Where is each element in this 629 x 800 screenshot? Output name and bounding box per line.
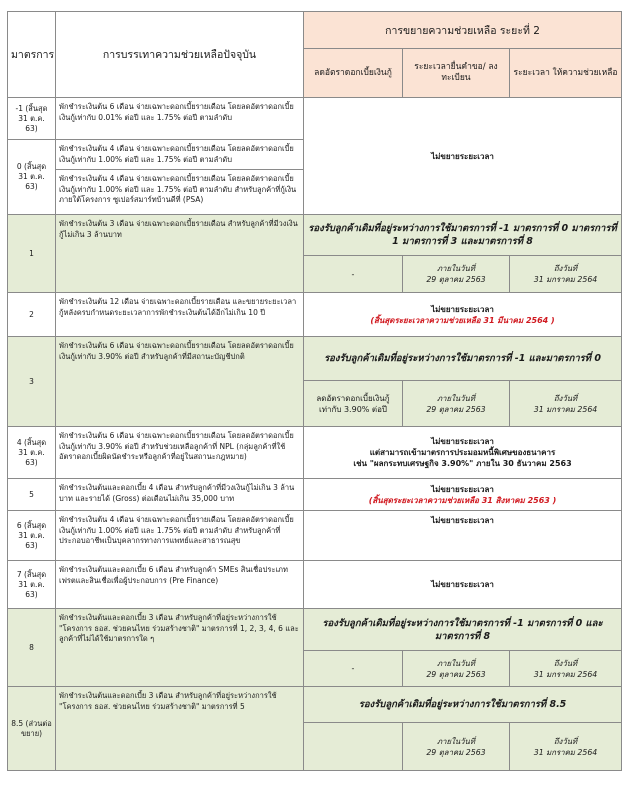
header-apply-period: ระยะเวลายื่นคำขอ/ ลงทะเบียน — [403, 49, 510, 98]
rate-measure-8: - — [304, 651, 403, 687]
period-measure-8-5 — [510, 723, 622, 771]
apply-label: ภายในวันที่ — [436, 658, 476, 668]
assistance-measures-table-page — [7, 11, 621, 771]
period-label: ถึงวันที่ — [553, 736, 578, 746]
measure-id-5: 5 — [8, 479, 56, 511]
header-measure: มาตรการ — [8, 12, 56, 98]
measure-id-8-5: 8.5 (ส่วนต่อขยาย) — [8, 687, 56, 771]
apply-date: 29 ตุลาคม 2563 — [426, 275, 486, 284]
measure-desc-8: พักชำระเงินต้นและดอกเบี้ย 3 เดือน สำหรับลูกค้าที่อยู่ระหว่างการใช้ "โครงการ ธอส. ช่วยคนไทย ร่วมสร้างชาติ" มาตรการที่ 1, 2, 3, 4, 6 และลูกค้าที่ไม่ได้ใช้มาตรการใด ๆ — [56, 609, 304, 687]
period-label: ถึงวันที่ — [553, 393, 578, 403]
rate-measure-8-5 — [304, 723, 403, 771]
apply-measure-8-5 — [403, 723, 510, 771]
no-extension-text: ไม่ขยายระยะเวลา — [431, 484, 494, 494]
measure-id-2: 2 — [8, 293, 56, 337]
period-measure-3 — [510, 381, 622, 427]
special-restructure-example: เช่น "ผลกระทบเศรษฐกิจ 3.90%" ภายใน 30 ธันวาคม 2563 — [353, 459, 572, 468]
no-extension-text: ไม่ขยายระยะเวลา — [431, 437, 494, 446]
no-extension-6: ไม่ขยายระยะเวลา — [304, 511, 622, 561]
banner-measure-1: รองรับลูกค้าเดิมที่อยู่ระหว่างการใช้มาตรการที่ -1 มาตรการที่ 0 มาตรการที่ 1 มาตรการที่ 3 และมาตรการที่ 8 — [304, 215, 622, 256]
apply-label: ภายในวันที่ — [436, 264, 476, 273]
measure-id-1: 1 — [8, 215, 56, 293]
apply-measure-8 — [403, 651, 510, 687]
no-extension-text: ไม่ขยายระยะเวลา — [431, 304, 494, 314]
period-date: 31 มกราคม 2564 — [533, 275, 598, 284]
measure-id-7: 7 (สิ้นสุด 31 ต.ค. 63) — [8, 561, 56, 609]
period-date: 31 มกราคม 2564 — [533, 669, 598, 679]
measure-id-4: 4 (สิ้นสุด 31 ต.ค. 63) — [8, 427, 56, 479]
measure-desc-6: พักชำระเงินต้น 4 เดือน จ่ายเฉพาะดอกเบี้ยรายเดือน โดยลดอัตราดอกเบี้ยเงินกู้เท่ากับ 1.00% ต่อปี และ 1.75% ต่อปี ตามลำดับ สำหรับลูกค้าที่ประกอบอาชีพเป็นบุคลากรทางการแพทย์และสาธารณสุข — [56, 511, 304, 561]
end-date-note: (สิ้นสุดระยะเวลาความช่วยเหลือ 31 มีนาคม 2564 ) — [370, 315, 555, 325]
measure-desc-3: พักชำระเงินต้น 6 เดือน จ่ายเฉพาะดอกเบี้ยรายเดือน โดยลดอัตราดอกเบี้ยเงินกู้เท่ากับ 3.90% ต่อปี สำหรับลูกค้าที่มีสถานะบัญชีปกติ — [56, 337, 304, 427]
measure-desc-1: พักชำระเงินต้น 3 เดือน จ่ายเฉพาะดอกเบี้ยรายเดือน สำหรับลูกค้าที่มีวงเงินกู้ไม่เกิน 3 ล้านบาท — [56, 215, 304, 293]
measure-id-8: 8 — [8, 609, 56, 687]
apply-measure-1 — [403, 256, 510, 293]
measure-desc-7: พักชำระเงินต้นและดอกเบี้ย 6 เดือน สำหรับลูกค้า SMEs สินเชื่อประเภทเฟรตและสินเชื่อเพื่อผู้ประกอบการ (Pre Finance) — [56, 561, 304, 609]
period-label: ถึงวันที่ — [553, 264, 578, 273]
extension-status-5 — [304, 479, 622, 511]
apply-measure-3 — [403, 381, 510, 427]
measure-desc-8-5: พักชำระเงินต้นและดอกเบี้ย 3 เดือน สำหรับลูกค้าที่อยู่ระหว่างการใช้ "โครงการ ธอส. ช่วยคนไทย ร่วมสร้างชาติ" มาตรการที่ 5 — [56, 687, 304, 771]
extension-status-4 — [304, 427, 622, 479]
extension-status-2 — [304, 293, 622, 337]
measure-desc-4: พักชำระเงินต้น 6 เดือน จ่ายเฉพาะดอกเบี้ยรายเดือน โดยลดอัตราดอกเบี้ยเงินกู้เท่ากับ 3.90% ต่อปี สำหรับช่วยเหลือลูกค้าที่ NPL (กลุ่มลูกค้าที่ใช้อัตราดอกเบี้ยผิดนัดชำระหรือลูกค้าที่อยู่ในสถานะกฎหมาย) — [56, 427, 304, 479]
rate-measure-3: ลดอัตราดอกเบี้ยเงินกู้เท่ากับ 3.90% ต่อปี — [304, 381, 403, 427]
period-measure-1 — [510, 256, 622, 293]
period-date: 31 มกราคม 2564 — [533, 404, 598, 414]
period-date: 31 มกราคม 2564 — [533, 747, 598, 757]
header-phase2-extension: การขยายความช่วยเหลือ ระยะที่ 2 — [304, 12, 622, 49]
banner-measure-8: รองรับลูกค้าเดิมที่อยู่ระหว่างการใช้มาตรการที่ -1 มาตรการที่ 0 และมาตรการที่ 8 — [304, 609, 622, 651]
measure-desc-0-psa: พักชำระเงินต้น 4 เดือน จ่ายเฉพาะดอกเบี้ยรายเดือน โดยลดอัตราดอกเบี้ยเงินกู้เท่ากับ 1.00% ต่อปี และ 1.75% ต่อปี ตามลำดับ สำหรับลูกค้าที่กู้เงินภายใต้โครงการ ซูเปอร์สมาร์ทบ้านดีที่ (PSA) — [56, 170, 304, 215]
rate-measure-1: - — [304, 256, 403, 293]
header-assistance-period: ระยะเวลา ให้ความช่วยเหลือ — [510, 49, 622, 98]
header-current-assistance: การบรรเทาความช่วยเหลือปัจจุบัน — [56, 12, 304, 98]
period-label: ถึงวันที่ — [553, 658, 578, 668]
measure-id-minus1: -1 (สิ้นสุด 31 ต.ค. 63) — [8, 98, 56, 140]
apply-date: 29 ตุลาคม 2563 — [426, 747, 486, 757]
header-rate-reduction: ลดอัตราดอกเบี้ยเงินกู้ — [304, 49, 403, 98]
apply-label: ภายในวันที่ — [436, 736, 476, 746]
measure-id-0: 0 (สิ้นสุด 31 ต.ค. 63) — [8, 140, 56, 215]
apply-label: ภายในวันที่ — [436, 393, 476, 403]
apply-date: 29 ตุลาคม 2563 — [426, 404, 486, 414]
banner-measure-8-5: รองรับลูกค้าเดิมที่อยู่ระหว่างการใช้มาตรการที่ 8.5 — [304, 687, 622, 723]
measure-desc-5: พักชำระเงินต้นและดอกเบี้ย 4 เดือน สำหรับลูกค้าที่มีวงเงินกู้ไม่เกิน 3 ล้านบาท และรายได้ (Gross) ต่อเดือนไม่เกิน 35,000 บาท — [56, 479, 304, 511]
end-date-note: (สิ้นสุดระยะเวลาความช่วยเหลือ 31 สิงหาคม 2563 ) — [368, 495, 557, 505]
measure-id-6: 6 (สิ้นสุด 31 ต.ค. 63) — [8, 511, 56, 561]
assistance-measures-table — [7, 11, 622, 771]
measure-id-3: 3 — [8, 337, 56, 427]
measure-desc-minus1: พักชำระเงินต้น 6 เดือน จ่ายเฉพาะดอกเบี้ยรายเดือน โดยลดอัตราดอกเบี้ยเงินกู้เท่ากับ 0.01% ต่อปี และ 1.75% ต่อปี ตามลำดับ — [56, 98, 304, 140]
period-measure-8 — [510, 651, 622, 687]
special-restructure-note: แต่สามารถเข้ามาตรการประมอมหนี้พิเศษของธนาคาร — [369, 448, 556, 457]
measure-desc-0: พักชำระเงินต้น 4 เดือน จ่ายเฉพาะดอกเบี้ยรายเดือน โดยลดอัตราดอกเบี้ยเงินกู้เท่ากับ 1.00% ต่อปี และ 1.75% ต่อปี ตามลำดับ — [56, 140, 304, 170]
no-extension-7: ไม่ขยายระยะเวลา — [304, 561, 622, 609]
banner-measure-3: รองรับลูกค้าเดิมที่อยู่ระหว่างการใช้มาตรการที่ -1 และมาตรการที่ 0 — [304, 337, 622, 381]
no-extension-minus1-0: ไม่ขยายระยะเวลา — [304, 98, 622, 215]
measure-desc-2: พักชำระเงินต้น 12 เดือน จ่ายเฉพาะดอกเบี้ยรายเดือน และขยายระยะเวลากู้หลังครบกำหนดระยะเวลาการพักชำระเงินต้นได้อีกไม่เกิน 10 ปี — [56, 293, 304, 337]
apply-date: 29 ตุลาคม 2563 — [426, 669, 486, 679]
